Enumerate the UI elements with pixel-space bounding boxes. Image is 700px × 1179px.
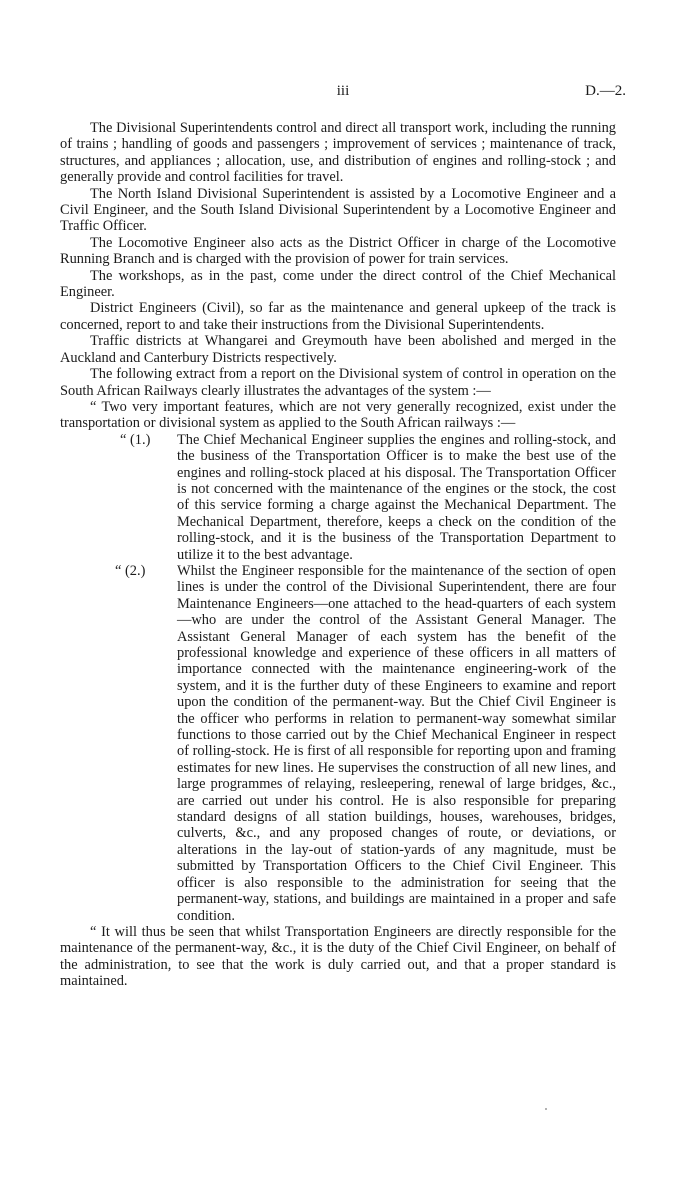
paragraph-north-island: The North Island Divisional Superintendent is assisted by a Locomotive Engineer and a Civil Engineer, and the South Island Divisional Superintendent by a Locomotive Engineer and Traffic Officer. bbox=[60, 185, 616, 235]
paragraph-following-extract: The following extract from a report on the Divisional system of control in operation on the South African Railways clearly illustrates the advantages of the system :— bbox=[60, 366, 616, 399]
quote-item-marker: “ (1.) bbox=[120, 431, 151, 448]
document-body bbox=[60, 120, 616, 990]
paragraph-locomotive-engineer: The Locomotive Engineer also acts as the District Officer in charge of the Locomotive Running Branch and is charged with the provision of power for train services. bbox=[60, 234, 616, 268]
page-number: iii bbox=[336, 83, 350, 99]
quote-item-marker: “ (2.) bbox=[115, 562, 146, 579]
quote-intro: “ Two very important features, which are not very generally recognized, exist under the transportation or divisional system as applied to the South African railways :— bbox=[60, 398, 616, 432]
quote-item-1 bbox=[120, 431, 616, 563]
document-reference: D.—2. bbox=[585, 83, 626, 99]
paragraph-traffic-districts: Traffic districts at Whangarei and Greymouth have been abolished and merged in the Auckland and Canterbury Districts respectively. bbox=[60, 333, 616, 366]
paragraph-workshops: The workshops, as in the past, come under the direct control of the Chief Mechanical Engineer. bbox=[60, 267, 616, 301]
quote-item-text: The Chief Mechanical Engineer supplies the engines and rolling-stock, and the business of the Transportation Officer is to make the best use of the engines and rolling-stock placed at his disposal. The Transportation Officer is not concerned with the maintenance of the engines or the stock, the cost of this service forming a charge against the Mechanical Department. The Mechanical Department, therefore, keeps a check on the condition of the rolling-stock, and it is the business of the Transportation Department to utilize it to the best advantage. bbox=[177, 431, 616, 563]
scan-speck bbox=[545, 1108, 547, 1110]
quote-item-text: Whilst the Engineer responsible for the maintenance of the section of open lines is under the control of the Divisional Superintendent, there are four Maintenance Engineers—one attached to the head-quarters of each system—who are under the control of the Assistant General Manager. The Assistant General Manager of each system has the benefit of the professional knowledge and experience of these officers in all matters of importance connected with the maintenance engineering-work of the system, and it is the further duty of these Engineers to examine and report upon the condition of the permanent-way. But the Chief Civil Engineer is the officer who performs in relation to permanent-way somewhat similar functions to those carried out by the Chief Mechanical Engineer in respect of rolling-stock. He is first of all responsible for reporting upon and framing estimates for new lines. He supervises the construction of all new lines, and large programmes of relaying, resleepering, renewal of large bridges, &c., are carried out under his control. He is also responsible for preparing standard designs of all station buildings, houses, warehouses, bridges, culverts, &c., and any proposed changes of route, or deviations, or alterations in the lay-out of station-yards of any magnitude, must be submitted by Transportation Officers to the Chief Civil Engineer. This officer is also responsible to the administration for seeing that the permanent-way, stations, and buildings are maintained in a proper and safe condition. bbox=[177, 562, 616, 924]
quoted-extract bbox=[60, 399, 616, 990]
quote-item-2 bbox=[115, 562, 616, 924]
paragraph-district-engineers: District Engineers (Civil), so far as the maintenance and general upkeep of the track is concerned, report to and take their instructions from the Divisional Superintendents. bbox=[60, 300, 616, 333]
quote-closing: “ It will thus be seen that whilst Transportation Engineers are directly responsible for the maintenance of the permanent-way, &c., it is the duty of the Chief Civil Engineer, on behalf of the administration, to see that the work is duly carried out, and that a proper standard is maintained. bbox=[60, 923, 616, 990]
paragraph-divisional-superintendents: The Divisional Superintendents control and direct all transport work, including the running of trains ; handling of goods and passengers ; improvement of services ; maintenance of track, structures, and appliances ; allocation, use, and distribution of engines and rolling-stock ; and generally provide and control facilities for travel. bbox=[60, 120, 616, 186]
page-header bbox=[60, 83, 626, 103]
